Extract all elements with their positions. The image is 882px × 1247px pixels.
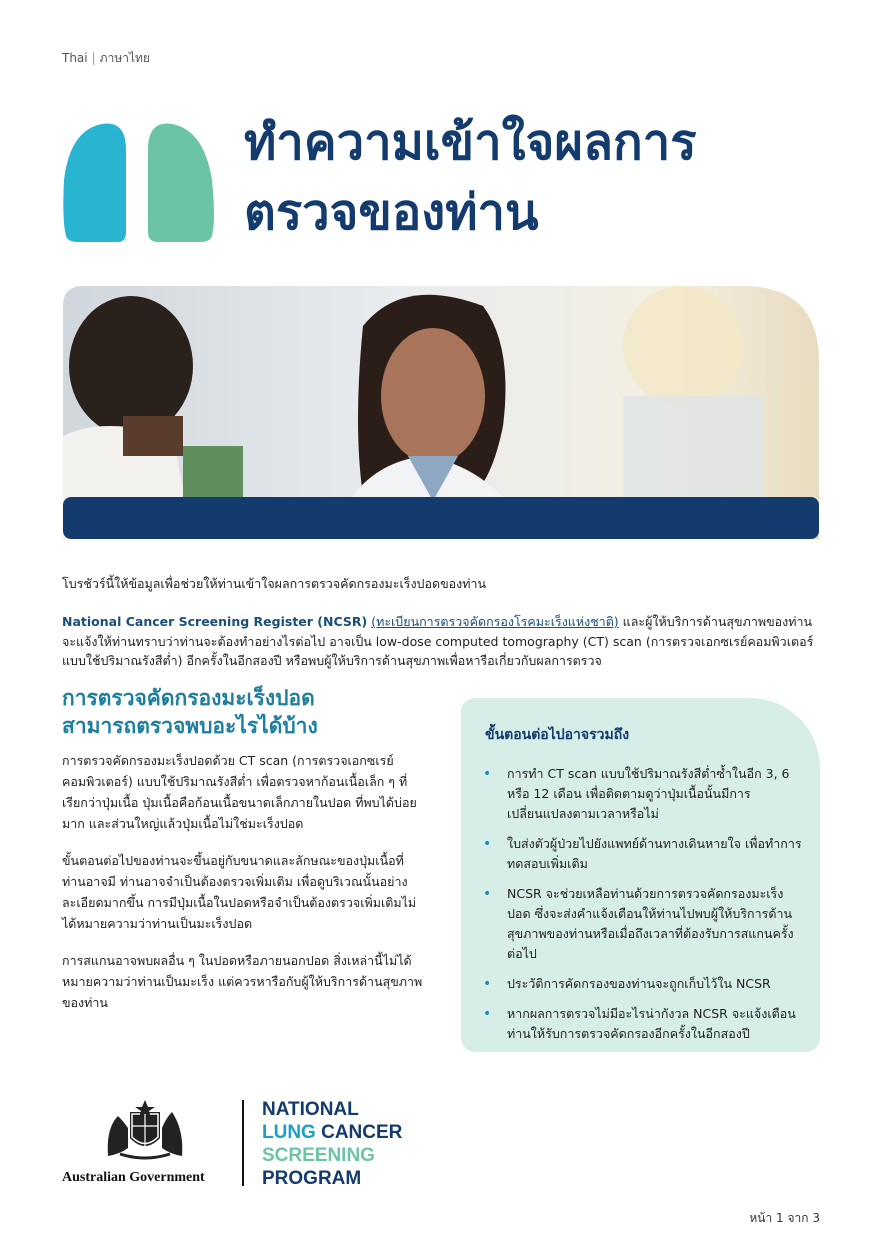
page-title xyxy=(244,108,844,248)
list-item-text: ประวัติการคัดกรองของท่านจะถูกเก็บไว้ใน NCSR xyxy=(507,976,771,991)
next-steps-list xyxy=(481,764,806,1054)
list-item-text: ใบส่งตัวผู้ป่วยไปยังแพทย์ด้านทางเดินหายใจ เพื่อทำการทดสอบเพิ่มเติม xyxy=(507,836,802,871)
bullet-icon: • xyxy=(483,836,492,852)
government-name: Australian Government xyxy=(62,1170,205,1185)
program-line-2 xyxy=(262,1121,402,1144)
coat-of-arms-icon xyxy=(100,1098,190,1160)
page-number: หน้า 1 จาก 3 xyxy=(749,1211,820,1225)
bullet-icon: • xyxy=(483,886,492,902)
ncsr-link[interactable]: National Cancer Screening Register (NCSR) xyxy=(62,614,368,629)
section-paragraph-2: ขั้นตอนต่อไปของท่านจะขึ้นอยู่กับขนาดและลักษณะของปุ่มเนื้อที่ท่านอาจมี ท่านอาจจำเป็นต้องตรวจเพิ่มเติม เพื่อดูบริเวณนั้นอย่างละเอียดมากขึ้น การมีปุ่มเนื้อในปอดหรือจำเป็นต้องตรวจเพิ่มเติมไม่ได้หมายความว่าท่านเป็นมะเร็งปอด xyxy=(62,853,417,931)
program-line-1: NATIONAL xyxy=(262,1099,359,1120)
bullet-icon: • xyxy=(483,1006,492,1022)
next-steps-heading: ขั้นตอนต่อไปอาจรวมถึง xyxy=(485,727,630,743)
title-line-1: ทำความเข้าใจผลการ xyxy=(244,114,697,171)
program-cancer: CANCER xyxy=(315,1122,403,1143)
intro-text: โบรชัวร์นี้ให้ข้อมูลเพื่อช่วยให้ท่านเข้าใจผลการตรวจคัดกรองมะเร็งปอดของท่าน xyxy=(62,576,487,591)
section-paragraph-1: การตรวจคัดกรองมะเร็งปอดด้วย CT scan (การตรวจเอกซเรย์คอมพิวเตอร์) แบบใช้ปริมาณรังสีต่ำ เพื่อตรวจหาก้อนเนื้อเล็ก ๆ ที่เรียกว่าปุ่มเนื้อ ปุ่มเนื้อคือก้อนเนื้อขนาดเล็กภายในปอด ที่พบได้บ่อยมาก และส่วนใหญ่แล้วปุ่มเนื้อไม่ใช่มะเร็งปอด xyxy=(62,753,417,831)
bullet-icon: • xyxy=(483,766,492,782)
next-steps-box xyxy=(461,698,820,1052)
list-item xyxy=(481,974,806,994)
list-item-text: การทำ CT scan แบบใช้ปริมาณรังสีต่ำซ้ำในอีก 3, 6 หรือ 12 เดือน เพื่อติดตามดูว่าปุ่มเนื้อนั้นมีการเปลี่ยนแปลงตามเวลาหรือไม่ xyxy=(507,766,790,821)
footer-logos xyxy=(62,1098,462,1190)
program-line-3: SCREENING xyxy=(262,1145,375,1166)
program-logo xyxy=(262,1098,402,1190)
program-lung: LUNG xyxy=(262,1122,316,1143)
ncsr-paragraph xyxy=(62,612,822,671)
section-heading xyxy=(62,684,442,740)
language-separator: | xyxy=(91,51,96,65)
section-heading-line-2: สามารถตรวจพบอะไรได้บ้าง xyxy=(62,714,318,738)
language-english: Thai xyxy=(62,51,88,65)
list-item xyxy=(481,834,806,874)
ncsr-thai-link[interactable]: (ทะเบียนการตรวจคัดกรองโรคมะเร็งแห่งชาติ) xyxy=(371,614,619,629)
ncsr-paragraph-rest: และผู้ให้บริการด้านสุขภาพของท่านจะแจ้งให้ท่านทราบว่าท่านจะต้องทำอย่างไรต่อไป อาจเป็น low-dose computed tomography (CT) scan (การตรวจเอกซเรย์คอมพิวเตอร์แบบใช้ปริมาณรังสีต่ำ) อีกครั้งในอีกสองปี หรือพบผู้ให้บริการด้านสุขภาพเพื่อหารือเกี่ยวกับผลการตรวจ xyxy=(62,614,814,668)
list-item-text: NCSR จะช่วยเหลือท่านด้วยการตรวจคัดกรองมะเร็งปอด ซึ่งจะส่งคำแจ้งเตือนให้ท่านไปพบผู้ให้บริการด้านสุขภาพของท่านหรือเมื่อถึงเวลาที่ต้องรับการสแกนครั้งต่อไป xyxy=(507,886,794,961)
lungs-icon xyxy=(62,120,218,242)
language-thai: ภาษาไทย xyxy=(99,51,150,65)
list-item-text: หากผลการตรวจไม่มีอะไรน่ากังวล NCSR จะแจ้งเตือนท่านให้รับการตรวจคัดกรองอีกครั้งในอีกสองปี xyxy=(507,1006,796,1041)
list-item xyxy=(481,764,806,824)
section-paragraph-3: การสแกนอาจพบผลอื่น ๆ ในปอดหรือภายนอกปอด สิ่งเหล่านี้ไม่ได้หมายความว่าท่านเป็นมะเร็ง แต่ควรหารือกับผู้ให้บริการด้านสุขภาพของท่าน xyxy=(62,953,423,1010)
section-heading-line-1: การตรวจคัดกรองมะเร็งปอด xyxy=(62,686,315,710)
hero-image xyxy=(63,286,819,539)
section-body xyxy=(62,750,427,1029)
list-item xyxy=(481,884,806,964)
footer-divider xyxy=(242,1100,244,1186)
language-label xyxy=(62,49,150,68)
list-item xyxy=(481,1004,806,1044)
title-line-2: ตรวจของท่าน xyxy=(244,184,539,241)
bullet-icon: • xyxy=(483,976,492,992)
program-line-4: PROGRAM xyxy=(262,1168,362,1189)
